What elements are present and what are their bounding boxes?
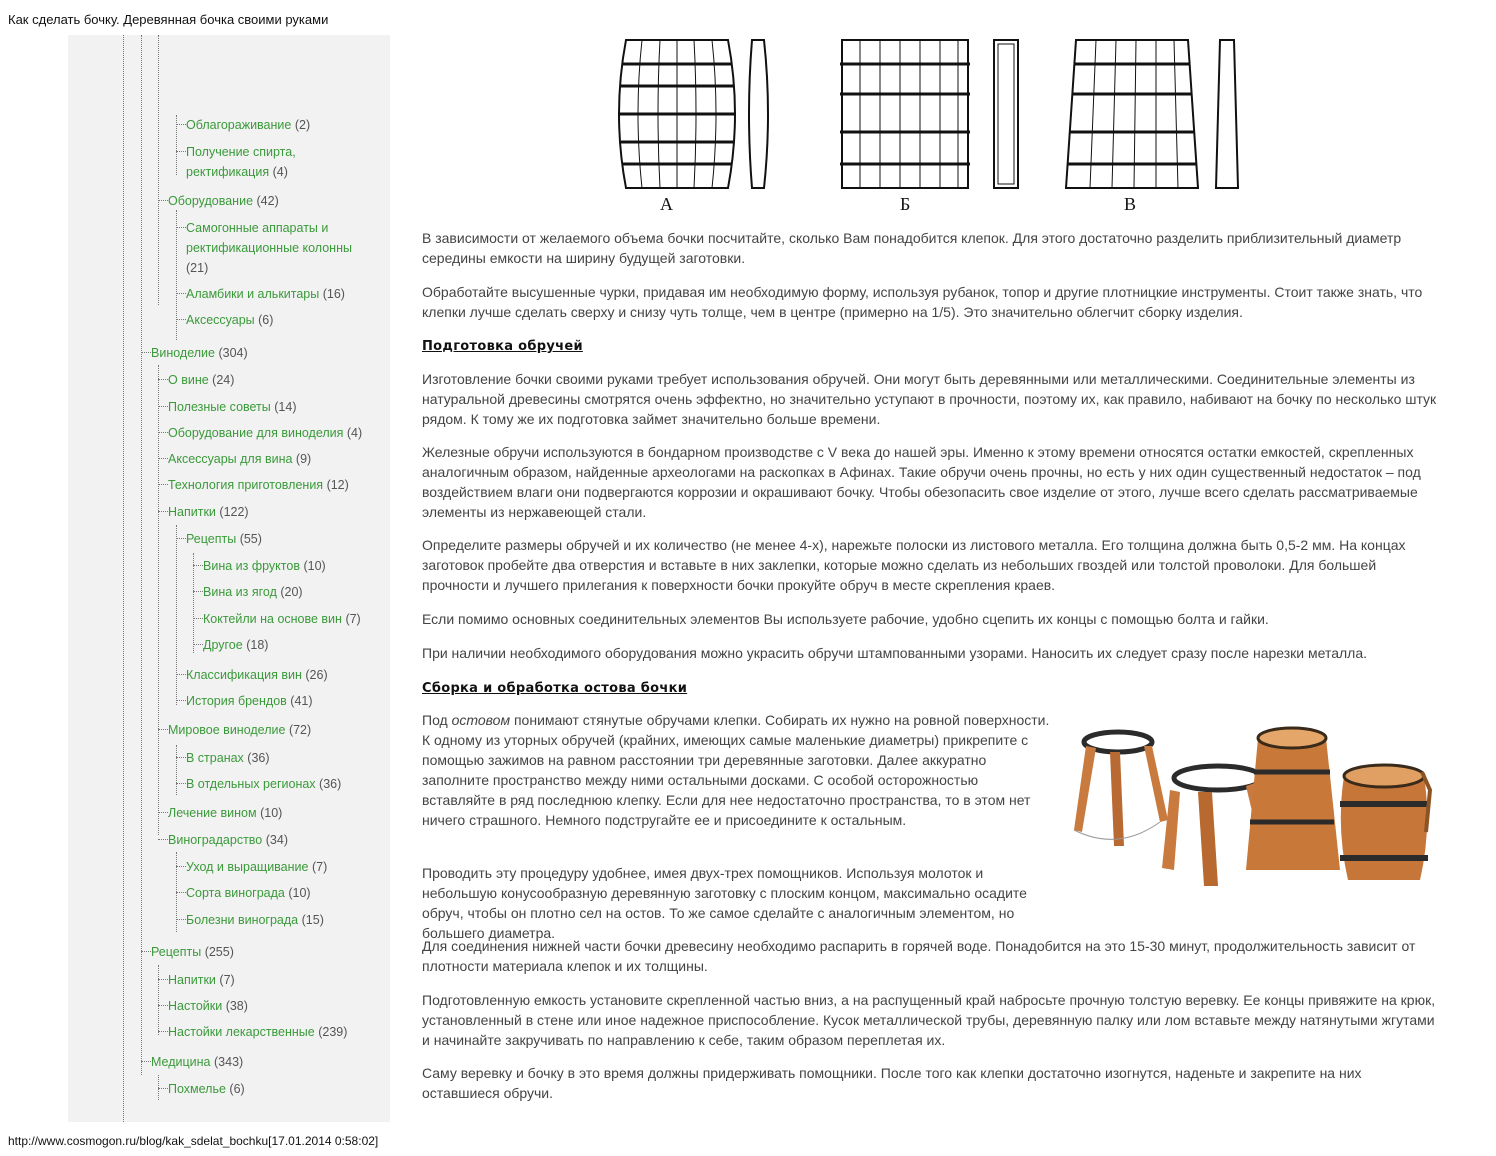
sidebar-item-link[interactable]: Лечение вином (168, 806, 257, 820)
section-heading: Сборка и обработка остова бочки (422, 681, 688, 696)
sidebar-item-link[interactable]: Мировое виноделие (168, 723, 286, 737)
sidebar-item-count: (12) (326, 478, 349, 492)
sidebar-item-link[interactable]: Оборудование (168, 194, 254, 208)
sidebar-item[interactable] (168, 803, 282, 823)
sidebar-item[interactable] (186, 142, 336, 182)
tree-line (158, 965, 159, 1035)
sidebar-item-link[interactable]: Аксессуары (186, 313, 255, 327)
sidebar-item-count: (7) (345, 612, 361, 626)
sidebar-item-link[interactable]: Технология приготовления (168, 478, 324, 492)
sidebar-item[interactable] (168, 996, 248, 1016)
sidebar-item[interactable] (186, 910, 324, 930)
tree-line (176, 525, 177, 705)
paragraph: Для соединения нижней части бочки древесину необходимо распарить в горячей воде. Понадобится на это 15-30 минут, продолжительность зависит от плотности материала клепок и их толщины. (422, 938, 1416, 974)
sidebar-item-count: (20) (280, 585, 303, 599)
sidebar-item-count: (239) (318, 1025, 348, 1039)
sidebar-item-count: (16) (322, 287, 345, 301)
sidebar-item-count: (24) (212, 373, 235, 387)
sidebar-item[interactable] (186, 748, 270, 768)
tree-line (158, 35, 159, 305)
sidebar-item[interactable] (168, 370, 234, 390)
barrel-drawings-svg (612, 34, 1252, 194)
category-sidebar (68, 35, 390, 1122)
sidebar-item-count: (255) (204, 945, 234, 959)
paragraph: Железные обручи используются в бондарном производстве с V века до нашей эры. Именно к этому времени относятся остатки емкостей, скрепленных аналогичным образом, найденные археологами на раскопках в Афинах. Такие обручи очень прочны, но есть у них один существенный недостаток – под воздействием влаги они подвергаются коррозии и окрашивают бочку. Чтобы обезопасить свое изделие от этого, лучше всего сделать рассматриваемые элементы из нержавеющей стали. (422, 444, 1421, 520)
sidebar-item[interactable] (186, 218, 376, 278)
sidebar-item-link[interactable]: Похмелье (168, 1082, 226, 1096)
sidebar-item-count: (41) (290, 694, 313, 708)
paragraph (422, 710, 1052, 830)
sidebar-item-link[interactable]: Напитки (168, 505, 216, 519)
sidebar-item-count: (21) (186, 261, 209, 275)
sidebar-item-count: (15) (301, 913, 324, 927)
tree-line (141, 35, 142, 1075)
sidebar-item-count: (304) (218, 346, 248, 360)
sidebar-item[interactable] (186, 529, 262, 549)
barrel-diagrams (612, 34, 1252, 224)
sidebar-item-link[interactable]: Медицина (151, 1055, 211, 1069)
paragraph: При наличии необходимого оборудования можно украсить обручи штампованными узорами. Наносить их следует сразу после нарезки металла. (422, 645, 1367, 661)
sidebar-item-count: (14) (274, 400, 297, 414)
sidebar-item-count: (34) (265, 833, 288, 847)
sidebar-item-link[interactable]: Другое (203, 638, 243, 652)
paragraph: В зависимости от желаемого объема бочки посчитайте, сколько Вам понадобится клепок. Для этого достаточно разделить приблизительный диаметр середины емкости на ширину будущей заготовки. (422, 230, 1402, 266)
sidebar-item[interactable] (168, 423, 362, 443)
sidebar-item-count: (26) (305, 668, 328, 682)
sidebar-item-link[interactable]: Настойки (168, 999, 223, 1013)
sidebar-item[interactable] (186, 310, 273, 330)
sidebar-item-link[interactable]: Напитки (168, 973, 216, 987)
sidebar-item-link[interactable]: Болезни винограда (186, 913, 299, 927)
sidebar-item-count: (7) (311, 860, 328, 874)
barrel-assembly-svg (1068, 712, 1448, 890)
tree-line (176, 745, 177, 795)
sidebar-item[interactable] (203, 556, 326, 576)
tree-line (123, 35, 124, 1122)
sidebar-item[interactable] (151, 942, 234, 962)
sidebar-item-link[interactable]: Оборудование для виноделия (168, 426, 344, 440)
sidebar-item-link[interactable]: История брендов (186, 694, 287, 708)
sidebar-item[interactable] (203, 609, 361, 629)
sidebar-item[interactable] (168, 502, 249, 522)
sidebar-item-count: (18) (246, 638, 269, 652)
sidebar-item-link[interactable]: Классификация вин (186, 668, 302, 682)
sidebar-item-count: (36) (319, 777, 342, 791)
sidebar-item-count: (72) (288, 723, 312, 737)
emphasis: остовом (451, 712, 511, 728)
tree-line (176, 210, 177, 340)
sidebar-item-count: (38) (225, 999, 248, 1013)
sidebar-item[interactable] (151, 1052, 243, 1072)
paragraph: Проводить эту процедуру удобнее, имея двух-трех помощников. Используя молоток и небольшую конусообразную деревянную заготовку с плоским концом, максимально осадите обруч, чтобы он плотно сел на остов. То же самое сделайте с аналогичным элементом, но большего диаметра. (422, 865, 1027, 941)
sidebar-item-count: (10) (303, 559, 326, 573)
sidebar-item-link[interactable]: Рецепты (186, 532, 237, 546)
sidebar-item[interactable] (168, 720, 311, 740)
sidebar-item-count: (10) (288, 886, 311, 900)
sidebar-item-count: (6) (229, 1082, 245, 1096)
sidebar-item[interactable] (203, 635, 268, 655)
sidebar-item-count: (36) (247, 751, 270, 765)
barrel-assembly-illustration (1068, 712, 1448, 890)
paragraph: Саму веревку и бочку в это время должны придерживать помощники. После того как клепки достаточно изогнутся, наденьте и закрепите на них оставшиеся обручи. (422, 1065, 1362, 1101)
sidebar-item-link[interactable]: Виноградарство (168, 833, 263, 847)
sidebar-item[interactable] (186, 883, 311, 903)
sidebar-item[interactable] (186, 691, 313, 711)
sidebar-item-link[interactable]: Коктейли на основе вин (203, 612, 342, 626)
sidebar-item[interactable] (168, 449, 311, 469)
sidebar-item-count: (122) (219, 505, 249, 519)
sidebar-item[interactable] (186, 774, 341, 794)
sidebar-item-count: (42) (256, 194, 279, 208)
sidebar-item-link[interactable]: О вине (168, 373, 209, 387)
sidebar-item-count: (4) (272, 165, 288, 179)
sidebar-item[interactable] (168, 397, 296, 417)
sidebar-item-count: (2) (294, 118, 311, 132)
sidebar-item[interactable] (168, 830, 288, 850)
sidebar-item[interactable] (168, 475, 349, 495)
sidebar-item-count: (9) (295, 452, 312, 466)
sidebar-item-link[interactable]: Уход и выращивание (186, 860, 309, 874)
sidebar-item-link[interactable]: Полезные советы (168, 400, 271, 414)
sidebar-item[interactable] (168, 970, 235, 990)
sidebar-item-link[interactable]: Сорта винограда (186, 886, 285, 900)
sidebar-item-link[interactable]: Рецепты (151, 945, 202, 959)
sidebar-item[interactable] (168, 1079, 245, 1099)
paragraph: Если помимо основных соединительных элементов Вы используете рабочие, удобно сцепить их концы с помощью болта и гайки. (422, 611, 1269, 627)
footer-url: http://www.cosmogon.ru/blog/kak_sdelat_bochku[17.01.2014 0:58:02] (8, 1134, 379, 1148)
paragraph-text: понимают стянутые обручами клепки. Собирать их нужно на ровной поверхности. К одному из уторных обручей (крайних, имеющих самые маленькие диаметры) прикрепите с помощью зажимов на равном расстоянии три деревянные заготовки. Далее аккуратно заполните пространство между ними остальными досками. С особой осторожностью вставляйте в ряд последнюю клепку. Если для нее недостаточно пространства, то в этом нет ничего страшного. Немного подстругайте ее и присоедините к остальным. (422, 712, 1050, 828)
sidebar-item-count: (343) (214, 1055, 244, 1069)
sidebar-item-link[interactable]: Настойки лекарственные (168, 1025, 315, 1039)
sidebar-item[interactable] (186, 857, 327, 877)
sidebar-item[interactable] (186, 115, 310, 135)
sidebar-item-link[interactable]: Вина из ягод (203, 585, 277, 599)
sidebar-item-link[interactable]: Облагораживание (186, 118, 292, 132)
paragraph: Подготовленную емкость установите скрепленной частью вниз, а на распущенный край набросьте прочную толстую веревку. Ее концы привяжите на крюк, установленный в стене или иное надежное приспособление. Кусок металлической трубы, деревянную палку или лом вставьте между натянутыми жгутами и начинайте закручивать по направлению к себе, таким образом переплетая их. (422, 992, 1436, 1048)
tree-line (158, 365, 159, 835)
figure-label-b: Б (900, 194, 911, 214)
sidebar-item-link[interactable]: Аламбики и алькитары (186, 287, 320, 301)
sidebar-item-count: (10) (260, 806, 283, 820)
sidebar-item-link[interactable]: Самогонные аппараты и ректификационные колонны (186, 221, 352, 255)
sidebar-item-count: (6) (258, 313, 274, 327)
section-heading: Подготовка обручей (422, 339, 583, 354)
sidebar-item-link[interactable]: Виноделие (151, 346, 215, 360)
figure-label-v: В (1124, 194, 1137, 214)
page-title: Как сделать бочку. Деревянная бочка своими руками (8, 12, 329, 27)
sidebar-item-count: (7) (219, 973, 235, 987)
sidebar-item-link[interactable]: Получение спирта, ректификация (186, 145, 296, 179)
paragraph: Определите размеры обручей и их количество (не менее 4-х), нарежьте полоски из листового металла. Его толщина должна быть 0,5-2 мм. На концах заготовок пробейте два отверстия и вставьте в них заклепки, которые можно сделать из небольших гвоздей или толстой проволоки. Для большей прочности и лучшего прилегания к поверхности бочки прокуйте обруч в месте скрепления краев. (422, 537, 1406, 593)
paragraph: Изготовление бочки своими руками требует использования обручей. Они могут быть деревянными или металлическими. Соединительные элементы из натуральной древесины смотрятся очень эффектно, но значительно уступают в прочности, поэтому их, как правило, набивают на бочку по несколько штук рядом. К тому же их подготовка займет значительно больше времени. (422, 371, 1437, 427)
sidebar-item[interactable] (168, 191, 279, 211)
sidebar-item-count: (4) (346, 426, 363, 440)
sidebar-item-count: (55) (239, 532, 262, 546)
sidebar-item-link[interactable]: В странах (186, 751, 244, 765)
sidebar-item-link[interactable]: Вина из фруктов (203, 559, 300, 573)
sidebar-item[interactable] (203, 582, 303, 602)
sidebar-item[interactable] (186, 665, 328, 685)
paragraph-text: Под (422, 712, 452, 728)
paragraph: Обработайте высушенные чурки, придавая им необходимую форму, используя рубанок, топор и другие плотницкие инструменты. Стоит также знать, что клепки лучше сделать сверху и снизу чуть толще, чем в центре (примерно на 1/5). Это значительно облегчит сборку изделия. (422, 284, 1423, 320)
sidebar-item[interactable] (168, 1022, 347, 1042)
figure-label-a: А (660, 194, 673, 214)
tree-line (193, 553, 194, 653)
sidebar-item-link[interactable]: Аксессуары для вина (168, 452, 293, 466)
sidebar-item[interactable] (186, 284, 345, 304)
sidebar-item[interactable] (151, 343, 248, 363)
sidebar-item-link[interactable]: В отдельных регионах (186, 777, 316, 791)
